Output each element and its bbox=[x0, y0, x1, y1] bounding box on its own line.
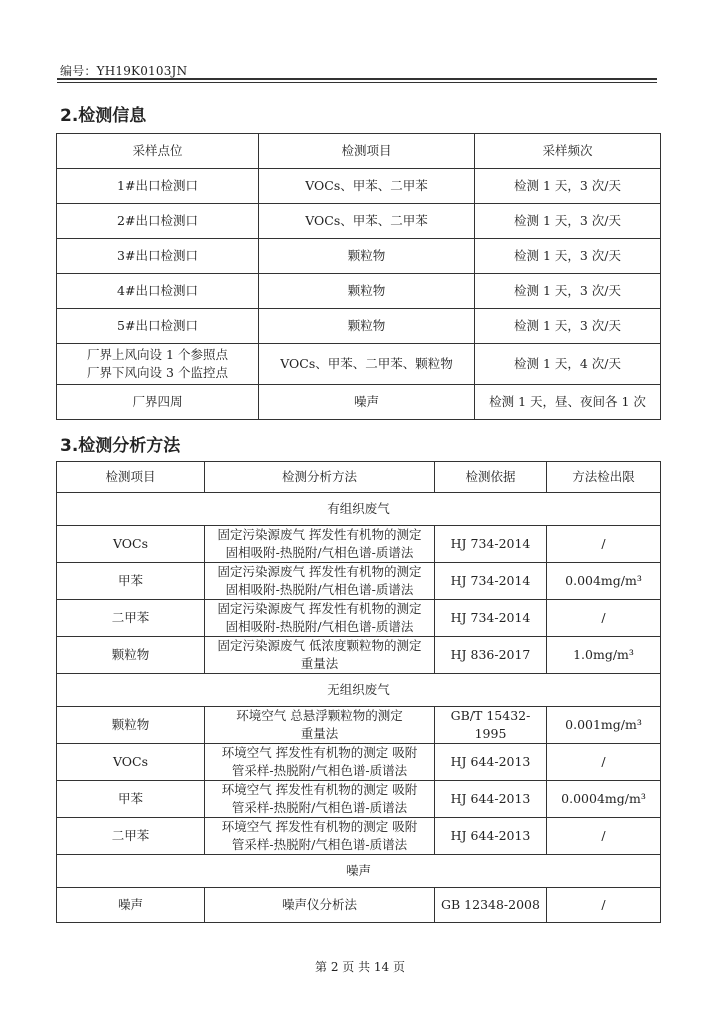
cell-basis: HJ 734-2014 bbox=[435, 600, 547, 637]
cell-point: 4#出口检测口 bbox=[57, 274, 259, 309]
cell-item: 颗粒物 bbox=[259, 239, 475, 274]
cell-limit: 0.001mg/m³ bbox=[547, 707, 661, 744]
table-row bbox=[57, 637, 661, 674]
detection-info-table bbox=[56, 133, 661, 420]
cell-method bbox=[205, 744, 435, 781]
cell-point-line: 厂界下风向设 3 个监控点 bbox=[87, 365, 228, 380]
column-header-frequency: 采样频次 bbox=[475, 134, 661, 169]
cell-basis: HJ 644-2013 bbox=[435, 781, 547, 818]
method-line: 固定污染源废气 挥发性有机物的测定 bbox=[217, 527, 422, 542]
cell-limit: / bbox=[547, 744, 661, 781]
group-header-row bbox=[57, 493, 661, 526]
method-line: 固相吸附-热脱附/气相色谱-质谱法 bbox=[225, 619, 414, 634]
cell-item: 颗粒物 bbox=[57, 707, 205, 744]
cell-item: 二甲苯 bbox=[57, 818, 205, 855]
table-row bbox=[57, 385, 661, 420]
cell-item: 颗粒物 bbox=[259, 309, 475, 344]
cell-limit: / bbox=[547, 526, 661, 563]
cell-point-line: 厂界上风向设 1 个参照点 bbox=[87, 347, 228, 362]
method-line: 固定污染源废气 挥发性有机物的测定 bbox=[217, 564, 422, 579]
column-header-method: 检测分析方法 bbox=[205, 462, 435, 493]
cell-item: 噪声 bbox=[57, 888, 205, 923]
group-title: 噪声 bbox=[57, 855, 661, 888]
cell-method bbox=[205, 637, 435, 674]
group-title: 无组织废气 bbox=[57, 674, 661, 707]
section-2-title: 2.检测信息 bbox=[60, 106, 147, 126]
cell-frequency: 检测 1 天，4 次/天 bbox=[475, 344, 661, 385]
column-header-item: 检测项目 bbox=[259, 134, 475, 169]
table-row bbox=[57, 526, 661, 563]
cell-item: VOCs、甲苯、二甲苯、颗粒物 bbox=[259, 344, 475, 385]
method-line: 管采样-热脱附/气相色谱-质谱法 bbox=[231, 800, 408, 815]
cell-method bbox=[205, 600, 435, 637]
cell-point: 3#出口检测口 bbox=[57, 239, 259, 274]
table-row bbox=[57, 600, 661, 637]
analysis-method-table bbox=[56, 461, 661, 923]
cell-item: 二甲苯 bbox=[57, 600, 205, 637]
cell-basis: GB 12348-2008 bbox=[435, 888, 547, 923]
table-row bbox=[57, 818, 661, 855]
cell-basis: HJ 734-2014 bbox=[435, 563, 547, 600]
cell-limit: / bbox=[547, 888, 661, 923]
table-row bbox=[57, 563, 661, 600]
cell-limit: 0.0004mg/m³ bbox=[547, 781, 661, 818]
cell-point: 5#出口检测口 bbox=[57, 309, 259, 344]
method-line: 环境空气 总悬浮颗粒物的测定 bbox=[236, 708, 403, 723]
cell-method: 噪声仪分析法 bbox=[205, 888, 435, 923]
document-number: 编号：YH19K0103JN bbox=[60, 64, 188, 78]
cell-method bbox=[205, 563, 435, 600]
cell-item: 颗粒物 bbox=[259, 274, 475, 309]
cell-frequency: 检测 1 天，3 次/天 bbox=[475, 309, 661, 344]
method-line: 固相吸附-热脱附/气相色谱-质谱法 bbox=[225, 582, 414, 597]
table-row bbox=[57, 344, 661, 385]
cell-limit: 0.004mg/m³ bbox=[547, 563, 661, 600]
table-header-row bbox=[57, 462, 661, 493]
table-row bbox=[57, 239, 661, 274]
method-line: 管采样-热脱附/气相色谱-质谱法 bbox=[231, 763, 408, 778]
column-header-point: 采样点位 bbox=[57, 134, 259, 169]
table-header-row bbox=[57, 134, 661, 169]
cell-frequency: 检测 1 天，昼、夜间各 1 次 bbox=[475, 385, 661, 420]
page-number: 第 2 页 共 14 页 bbox=[315, 960, 405, 974]
table-row bbox=[57, 169, 661, 204]
table-row bbox=[57, 309, 661, 344]
cell-basis: HJ 734-2014 bbox=[435, 526, 547, 563]
group-title: 有组织废气 bbox=[57, 493, 661, 526]
cell-method bbox=[205, 818, 435, 855]
method-line: 固定污染源废气 低浓度颗粒物的测定 bbox=[217, 638, 422, 653]
table-row bbox=[57, 781, 661, 818]
group-header-row bbox=[57, 855, 661, 888]
cell-limit: 1.0mg/m³ bbox=[547, 637, 661, 674]
column-header-limit: 方法检出限 bbox=[547, 462, 661, 493]
cell-basis: HJ 644-2013 bbox=[435, 818, 547, 855]
table-row bbox=[57, 707, 661, 744]
cell-item: VOCs bbox=[57, 744, 205, 781]
cell-frequency: 检测 1 天，3 次/天 bbox=[475, 169, 661, 204]
method-line: 重量法 bbox=[300, 656, 339, 671]
method-line: 管采样-热脱附/气相色谱-质谱法 bbox=[231, 837, 408, 852]
table-row bbox=[57, 274, 661, 309]
cell-point: 1#出口检测口 bbox=[57, 169, 259, 204]
cell-frequency: 检测 1 天，3 次/天 bbox=[475, 204, 661, 239]
cell-item: 颗粒物 bbox=[57, 637, 205, 674]
cell-item: 甲苯 bbox=[57, 563, 205, 600]
method-line: 固定污染源废气 挥发性有机物的测定 bbox=[217, 601, 422, 616]
cell-basis: HJ 836-2017 bbox=[435, 637, 547, 674]
method-line: 固相吸附-热脱附/气相色谱-质谱法 bbox=[225, 545, 414, 560]
method-line: 环境空气 挥发性有机物的测定 吸附 bbox=[221, 819, 418, 834]
cell-item: 甲苯 bbox=[57, 781, 205, 818]
cell-item: 噪声 bbox=[259, 385, 475, 420]
cell-limit: / bbox=[547, 600, 661, 637]
cell-frequency: 检测 1 天，3 次/天 bbox=[475, 239, 661, 274]
table-row bbox=[57, 204, 661, 239]
group-header-row bbox=[57, 674, 661, 707]
cell-point: 厂界四周 bbox=[57, 385, 259, 420]
cell-method bbox=[205, 526, 435, 563]
cell-point bbox=[57, 344, 259, 385]
cell-basis: GB/T 15432-1995 bbox=[435, 707, 547, 744]
header-divider-thin bbox=[57, 82, 657, 83]
cell-method bbox=[205, 707, 435, 744]
section-3-title: 3.检测分析方法 bbox=[60, 436, 181, 456]
cell-frequency: 检测 1 天，3 次/天 bbox=[475, 274, 661, 309]
header-divider bbox=[57, 78, 657, 80]
method-line: 环境空气 挥发性有机物的测定 吸附 bbox=[221, 782, 418, 797]
cell-item: VOCs bbox=[57, 526, 205, 563]
cell-limit: / bbox=[547, 818, 661, 855]
cell-item: VOCs、甲苯、二甲苯 bbox=[259, 204, 475, 239]
column-header-basis: 检测依据 bbox=[435, 462, 547, 493]
cell-item: VOCs、甲苯、二甲苯 bbox=[259, 169, 475, 204]
method-line: 环境空气 挥发性有机物的测定 吸附 bbox=[221, 745, 418, 760]
cell-basis: HJ 644-2013 bbox=[435, 744, 547, 781]
table-row bbox=[57, 888, 661, 923]
method-line: 重量法 bbox=[300, 726, 339, 741]
cell-method bbox=[205, 781, 435, 818]
column-header-item: 检测项目 bbox=[57, 462, 205, 493]
table-row bbox=[57, 744, 661, 781]
cell-point: 2#出口检测口 bbox=[57, 204, 259, 239]
